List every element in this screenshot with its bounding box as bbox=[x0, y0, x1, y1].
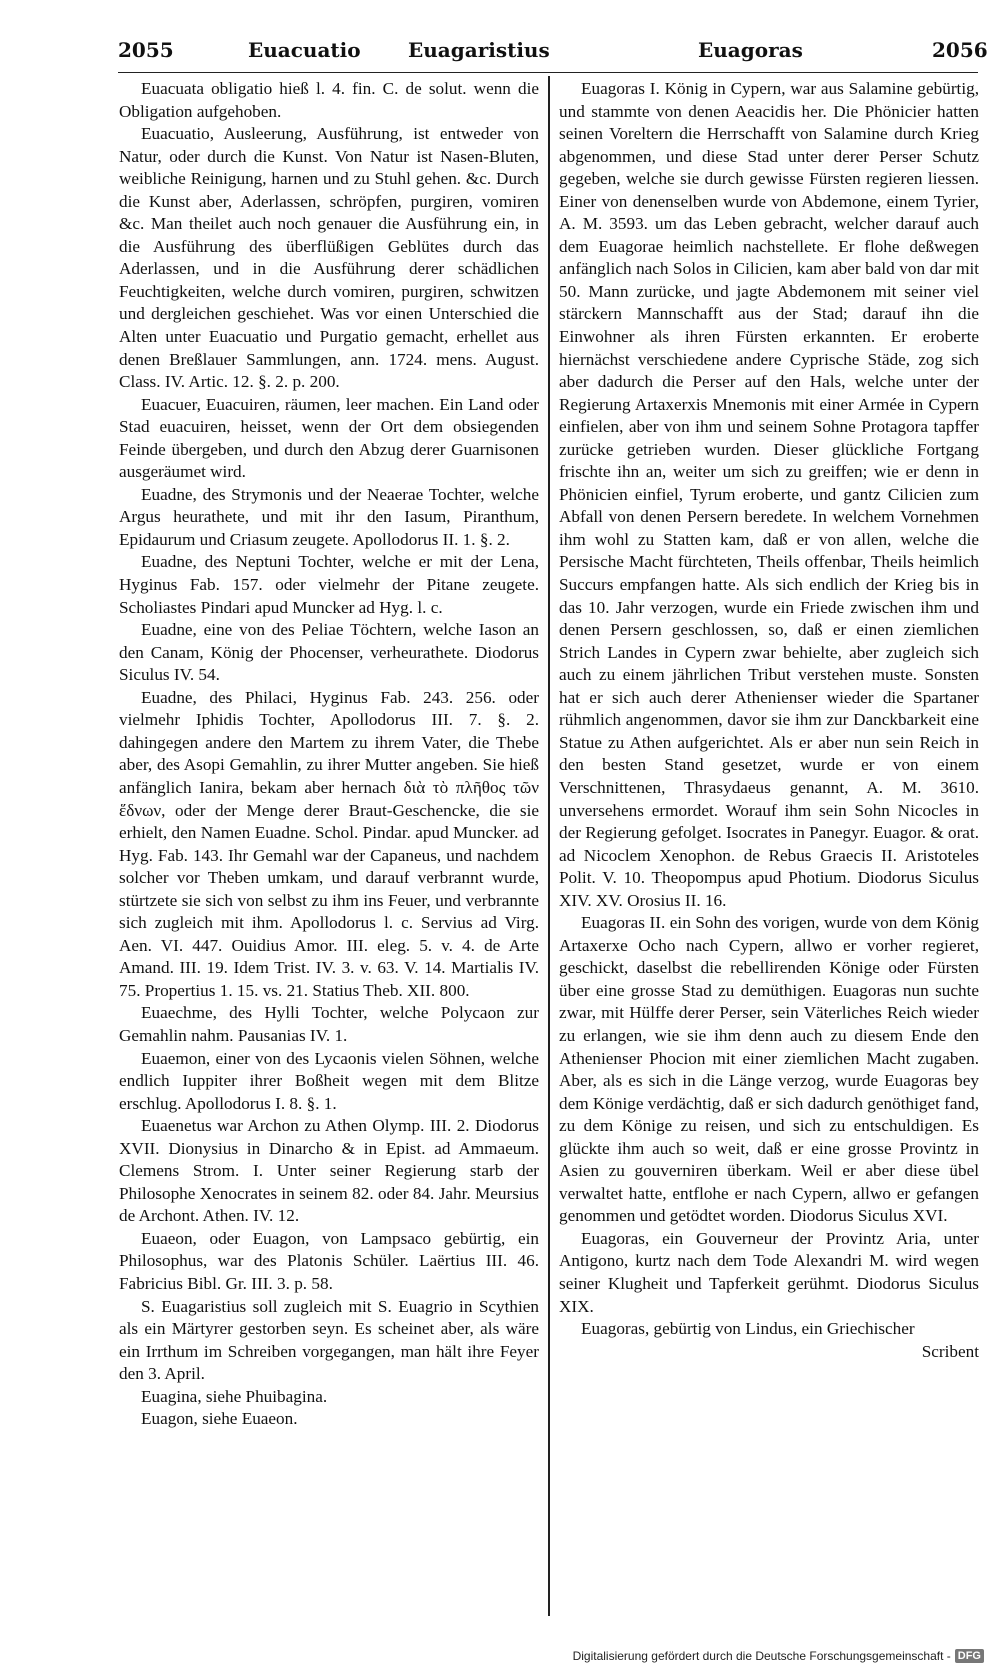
entry-euacuer: Euacuer, Euacuiren, räumen, leer machen. Ein Land oder Stad euacuiren, heisset, wenn der Ort dem obsiegenden Feinde übergeben, und durch den Abzug derer Guarnisonen ausgeräumet wird. bbox=[119, 394, 539, 482]
entry-euaemon: Euaemon, einer von des Lycaonis vielen Söhnen, welche endlich Iuppiter ihrer Boßheit wegen mit dem Blitze erschlug. Apollodorus I. 8. §. 1. bbox=[119, 1048, 539, 1113]
entry-euagon: Euagon, siehe Euaeon. bbox=[141, 1409, 298, 1429]
page-number-right: 2056 bbox=[932, 38, 988, 62]
running-head-left-2: Euagaristius bbox=[408, 38, 550, 62]
entry-euacuatio: Euacuatio, Ausleerung, Ausführung, ist entweder von Natur, oder durch die Kunst. Von Natur ist Nasen-Bluten, weibliche Reinigung, harnen und zu Stuhl gehen. &c. Durch die Kunst aber, Aderlassen, schröpfen, purgiren, vomiren &c. Man theilet auch noch genauer die Ausführung ein, in die Ausführung des überflüßigen Geblütes durch das Aderlassen, und in die Ausführung derer schädlichen Feuchtigkeiten, welche durch vomiren, purgiren, schwitzen und dergleichen geschiehet. Was vor einen Unterschied die Alten unter Euacuatio und Purgatio gemacht, erhellet aus denen Breßlauer Sammlungen, ann. 1724. mens. August. Class. IV. Artic. 12. §. 2. p. 200. bbox=[119, 124, 539, 392]
entry-euaechme: Euaechme, des Hylli Tochter, welche Polycaon zur Gemahlin nahm. Pausanias IV. 1. bbox=[119, 1003, 539, 1045]
entry-euagoras-1: Euagoras I. König in Cypern, war aus Salamine gebürtig, und stammte von denen Aeacidis her. Die Phönicier hatten seinen Voreltern die Herrschafft von Salamine durch Krieg abgenommen, und diese Stad unter derer Perser Schutz gegeben, welche sie durch gewisse Fürsten regieren liessen. Einer von denenselben wurde von Abdemone, einem Tyrier, A. M. 3593. um das Leben gebracht, welcher darauf auch dem Euagorae heimlich nachstellete. Er flohe deßwegen anfänglich nach Solos in Cilicien, kam aber bald von dar mit 50. Mann zurücke, und jagte Abdemonem mit seiner viel stärckern Mannschafft aus der Stad; darauf ihn die Einwohner als ihren Fürsten erkannten. Er eroberte hiernächst verschiedene andere Cyprische Städe, zog sich aber dadurch die Perser auf den Hals, welche unter der Regierung Artaxerxis Mnemonis mit einer Armée in Cypern einfielen, aber von ihm und seinem Sohne Protagora tapffer zurücke getrieben wurden. Dieser glückliche Fortgang frischte ihn an, weiter um sich zu greiffen; wie er denn in Phönicien einfiel, Tyrum eroberte, und gantz Cilicien zum Abfall von denen Persern beredete. In welchem Vornehmen ihm wohl zu Statten kam, daß er von allen, welche die Persische Macht fürchteten, Theils offenbar, Theils heimlich Succurs empfangen hatte. Als sich endlich der Krieg bis in das 10. Jahr verzogen, wurde ein Friede zwischen ihm und denen Persern geschlossen, so, daß er einen ziemlichen Strich Landes in Cypern zwar behielte, aber zugleich sich auch zu einem jährlichen Tribut verstehen muste. Sonsten hat er sich auch derer Athenienser wieder die Spartaner rühmlich angenommen, davor sie ihm zur Danckbarkeit eine Statue zu Athen aufgerichtet. Als er aber nun sein Reich in den besten Stand gesetzet, wurde er von einem Verschnittenen, Thrasydaeus genannt, A. M. 3610. unversehens ermordet. Worauf ihm sein Sohn Nicocles in der Regierung gefolget. Isocrates in Panegyr. Euagor. & orat. ad Nicoclem Xenophon. de Rebus Graecis II. Aristoteles Polit. V. 10. Theopompus apud Photium. Diodorus Siculus XIV. XV. Orosius II. 16. bbox=[559, 79, 980, 910]
entry-euagina: Euagina, siehe Phuibagina. bbox=[141, 1386, 328, 1406]
entry-euadne-3: Euadne, eine von des Peliae Töchtern, welche Iason an den Canam, König der Phocenser, verheurathete. Diodorus Siculus IV. 54. bbox=[119, 620, 539, 685]
entry-euadne-1: Euadne, des Strymonis und der Neaerae Tochter, welche Argus heurathete, und mit ihr den Iasum, Piranthum, Epidaurum und Criasum zeugete. Apollodorus II. 1. §. 2. bbox=[119, 484, 539, 549]
header-rule bbox=[118, 72, 978, 73]
running-head-left-1: Euacuatio bbox=[248, 38, 361, 62]
entry-euagoras-3: Euagoras, ein Gouverneur der Provintz Aria, unter Antigono, kurtz nach dem Tode Alexandri M. wird wegen seiner Klugheit und Tapferkeit gerühmt. Diodorus Siculus XIX. bbox=[559, 1228, 979, 1316]
entry-euagoras-4: Euagoras, gebürtig von Lindus, ein Griechischer bbox=[581, 1319, 915, 1339]
page-header bbox=[118, 38, 988, 72]
right-column bbox=[559, 78, 979, 1363]
page-number-left: 2055 bbox=[118, 38, 174, 62]
digitization-footer bbox=[573, 1647, 984, 1665]
entry-euagaristius: S. Euagaristius soll zugleich mit S. Euagrio in Scythien als ein Märtyrer gestorben seyn. Es scheinet aber, als wäre ein Irrthum im Schreiben vorgegangen, man hält ihre Feyer den 3. April. bbox=[119, 1296, 539, 1384]
running-head-right: Euagoras bbox=[698, 38, 803, 62]
dfg-logo: DFG bbox=[955, 1649, 984, 1663]
entry-euagoras-2: Euagoras II. ein Sohn des vorigen, wurde von dem König Artaxerxe Ocho nach Cypern, allwo er vorher regieret, geschickt, daselbst die rebellirenden Könige oder Fürsten über eine grosse Stad zu demüthigen. Euagoras nun suchte zwar, mit Hülffe derer Perser, sein Väterliches Reich wieder zu erlangen, wie sie ihm denn auch zu diesem Ende den Athenienser Phocion mit einer ziemlichen Macht zugaben. Aber, als es sich in die Länge verzog, wurde Euagoras bey dem Könige verdächtig, daß er sich dadurch genöthiget fand, zu dem Könige zu reisen, und sich zu entschuldigen. Es glückte ihm auch so weit, daß er eine grosse Provintz in Asien zu gouverniren überkam. Weil er aber diese übel verwaltet hatte, entflohe er nach Cypern, allwo er gefangen genommen und getödtet worden. Diodorus Siculus XVI. bbox=[559, 913, 979, 1226]
entry-euadne-4: Euadne, des Philaci, Hyginus Fab. 243. 256. oder vielmehr Iphidis Tochter, Apollodorus III. 7. §. 2. dahingegen andere den Martem zu ihrem Vater, die Thebe aber, des Asopi Gemahlin, zu ihrer Mutter angeben. Sie hieß anfänglich Ianira, bekam aber hernach διὰ τὸ πλῆθος τῶν ἕδνων, oder der Menge derer Braut-Geschencke, die sie erhielt, den Namen Euadne. Schol. Pindar. apud Muncker. ad Hyg. Fab. 143. Ihr Gemahl war der Capaneus, und nachdem solcher vor Theben umkam, und darauf verbrannt wurde, stürtzete sie sich von selbst zu ihm ins Feuer, und verbrannte sich zugleich mit ihm. Apollodorus l. c. Servius ad Virg. Aen. VI. 447. Ouidius Amor. III. eleg. 5. v. 4. de Arte Amand. III. 19. Idem Trist. IV. 3. v. 63. V. 14. Martialis IV. 75. Propertius 1. 15. vs. 21. Statius Theb. XII. 800. bbox=[119, 687, 539, 1000]
entry-euaeon: Euaeon, oder Euagon, von Lampsaco gebürtig, ein Philosophus, war des Platonis Schüler. Laërtius III. 46. Fabricius Bibl. Gr. III. 3. p. 58. bbox=[119, 1228, 539, 1293]
entry-euaenetus: Euaenetus war Archon zu Athen Olymp. III. 2. Diodorus XVII. Dionysius in Dinarcho & in Epist. ad Ammaeum. Clemens Strom. I. Unter seiner Regierung starb der Philosophe Xenocrates in seinem 82. oder 84. Jahr. Meursius de Archont. Athen. IV. 12. bbox=[119, 1116, 539, 1226]
entry-euadne-2: Euadne, des Neptuni Tochter, welche er mit der Lena, Hyginus Fab. 157. oder vielmehr der Pitane zeugete. Scholiastes Pindari apud Muncker ad Hyg. l. c. bbox=[119, 552, 539, 617]
footer-text: Digitalisierung gefördert durch die Deutsche Forschungsgemeinschaft - bbox=[572, 1649, 951, 1663]
left-column bbox=[119, 78, 539, 1431]
entry-euacuata: Euacuata obligatio hieß l. 4. fin. C. de solut. wenn die Obligation aufgehoben. bbox=[119, 79, 539, 121]
catchword: Scribent bbox=[921, 1341, 979, 1361]
column-divider bbox=[548, 76, 550, 1616]
